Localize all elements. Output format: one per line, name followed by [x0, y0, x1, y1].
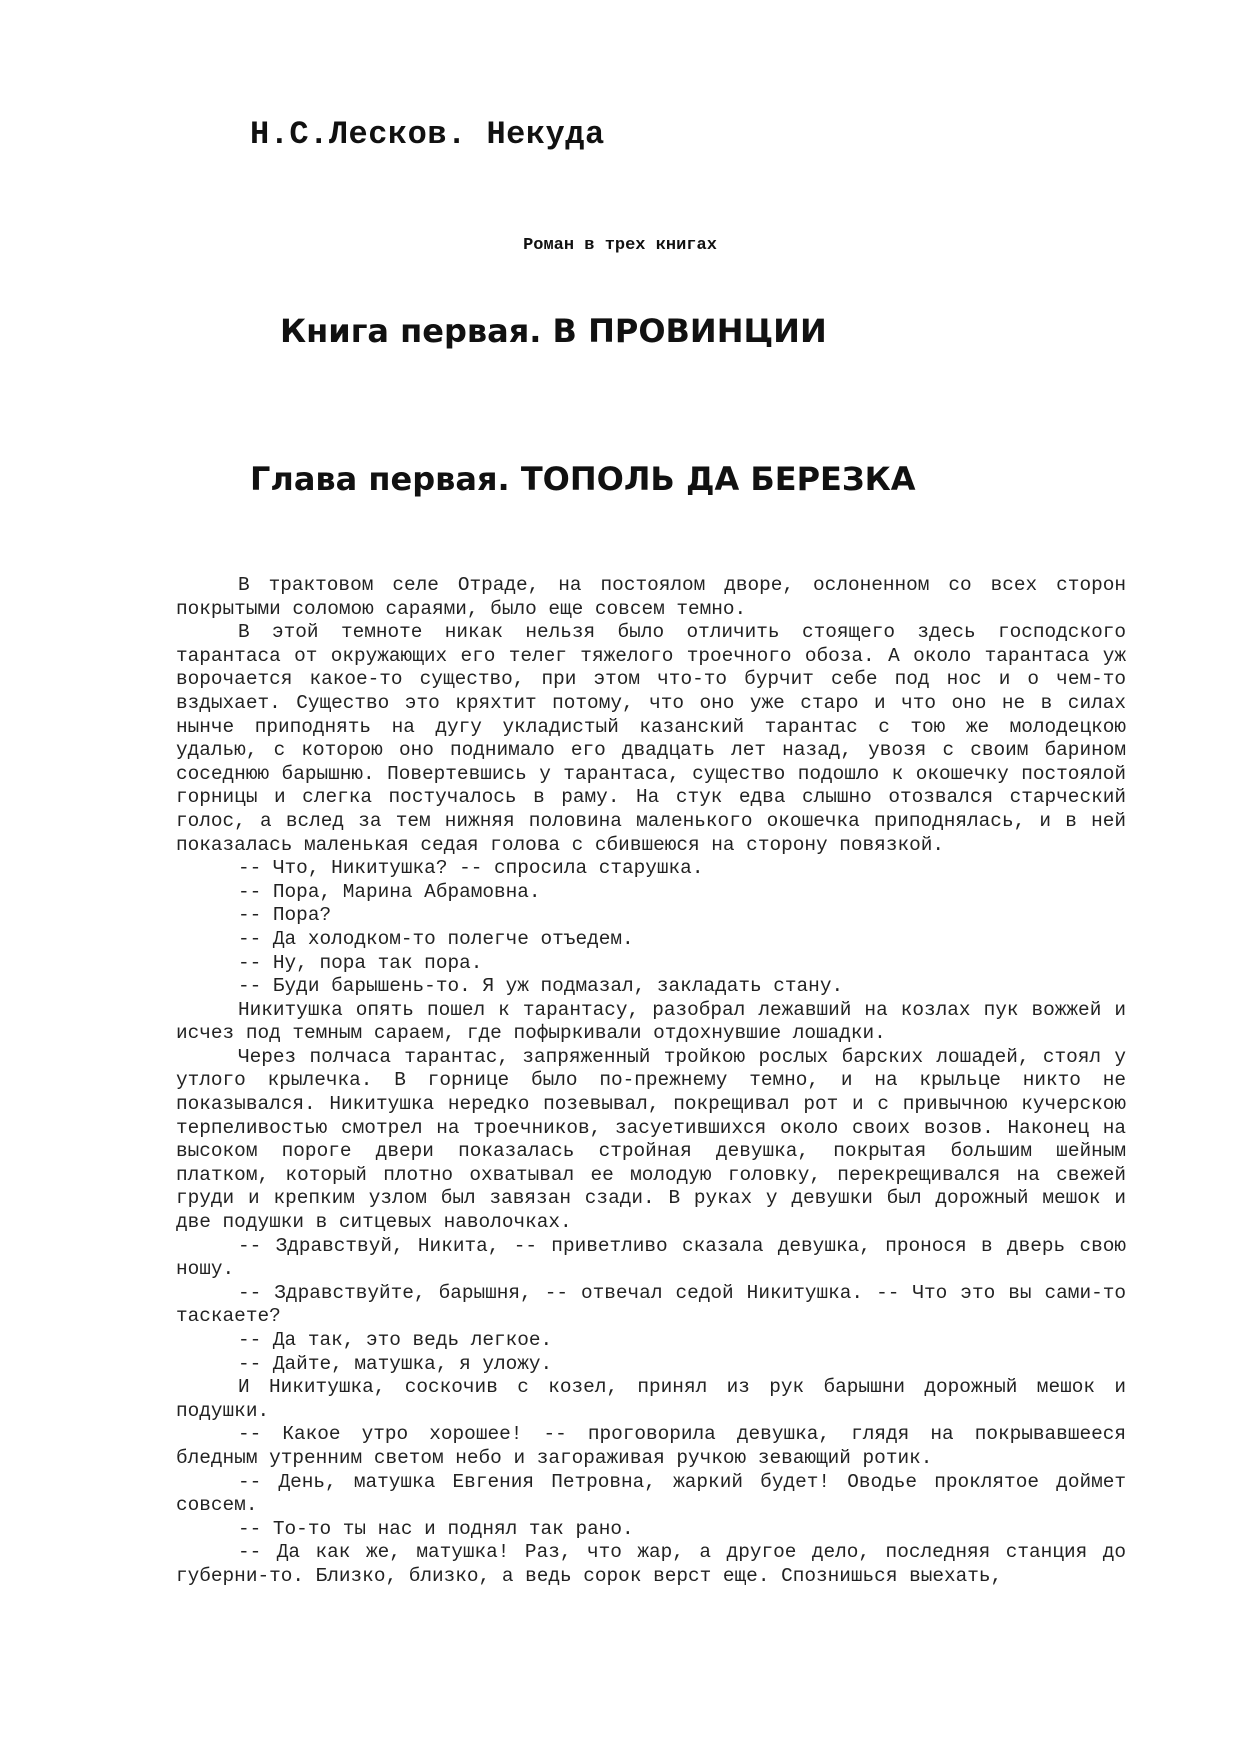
paragraph: В этой темноте никак нельзя было отличить стоящего здесь господского тарантаса от окружающих его телег тяжелого троечного обоза. А около тарантаса уж ворочается какое-то существо, при этом что-то бурчит себе под нос и о чем-то вздыхает. Существо это кряхтит потому, что оно уже старо и что оно не в силах нынче приподнять на дугу укладистый казанский тарантас с тою же молодецкою удалью, с которою оно поднимало его двадцать лет назад, увозя с своим барином соседнюю барышню. Повертевшись у тарантаса, существо подошло к окошечку постоялой горницы и слегка постучалось в раму. На стук едва слышно отозвался старческий голос, а вслед за тем нижняя половина маленького окошечка приподнялась, и в ней показалась маленькая седая голова с сбившеюся на сторону повязкой.: [176, 621, 1126, 856]
dialogue-line: -- День, матушка Евгения Петровна, жаркий будет! Оводье проклятое доймет совсем.: [176, 1470, 1126, 1517]
dialogue-line: -- Да как же, матушка! Раз, что жар, а другое дело, последняя станция до губерни-то. Близко, близко, а ведь сорок верст еще. Спознишься выехать,: [176, 1541, 1126, 1587]
dialogue-line: -- Что, Никитушка? -- спросила старушка.: [238, 857, 704, 880]
paragraph: Никитушка опять пошел к тарантасу, разобрал лежавший на козлах пук вожжей и исчез под темным сараем, где пофыркивали отдохнувшие лошадки.: [176, 998, 1126, 1045]
chapter-text: [176, 574, 1126, 1589]
paragraph: Через полчаса тарантас, запряженный тройкою рослых барских лошадей, стоял у утлого крылечка. В горнице было по-прежнему темно, и на крыльце никто не показывался. Никитушка нередко позевывал, покрещивал рот и с привычною кучерскою терпеливостью смотрел на троечников, засуетившихся около своих возов. Наконец на высоком пороге двери показалась стройная девушка, покрытая большим шейным платком, который плотно охватывал ее молодую головку, перекрещивался на свежей груди и крепким узлом был завязан сзади. В руках у девушки был дорожный мешок и две подушки в ситцевых наволочках.: [176, 1045, 1126, 1234]
dialogue-line: -- Буди барышень-то. Я уж подмазал, закладать стану.: [238, 975, 844, 998]
dialogue-line: -- Дайте, матушка, я уложу.: [238, 1352, 553, 1375]
paragraph: И Никитушка, соскочив с козел, принял из рук барышни дорожный мешок и подушки.: [176, 1376, 1126, 1422]
dialogue-line: -- Какое утро хорошее! -- проговорила девушка, глядя на покрывавшееся бледным утренним светом небо и загораживая ручкою зевающий ротик.: [176, 1423, 1126, 1469]
dialogue-line: -- То-то ты нас и поднял так рано.: [238, 1517, 634, 1540]
paragraph: В трактовом селе Отраде, на постоялом дворе, ослоненном со всех сторон покрытыми соломою сараями, было еще совсем темно.: [176, 574, 1126, 620]
dialogue-line: -- Да так, это ведь легкое.: [238, 1329, 553, 1351]
dialogue-line: -- Ну, пора так пора.: [238, 951, 483, 974]
dialogue-line: -- Здравствуй, Никита, -- приветливо сказала девушка, пронося в дверь свою ношу.: [176, 1234, 1126, 1281]
book-title: Книга первая. В ПРОВИНЦИИ: [280, 312, 827, 350]
dialogue-line: -- Да холодком-то полегче отъедем.: [238, 927, 634, 950]
subtitle: Роман в трех книгах: [523, 236, 717, 255]
chapter-title: Глава первая. ТОПОЛЬ ДА БЕРЕЗКА: [250, 460, 916, 498]
dialogue-line: -- Пора, Марина Абрамовна.: [238, 880, 541, 903]
dialogue-line: -- Пора?: [238, 904, 332, 927]
author-title: Н.С.Лесков. Некуда: [250, 116, 605, 153]
dialogue-line: -- Здравствуйте, барышня, -- отвечал седой Никитушка. -- Что это вы сами-то таскаете?: [176, 1281, 1126, 1328]
